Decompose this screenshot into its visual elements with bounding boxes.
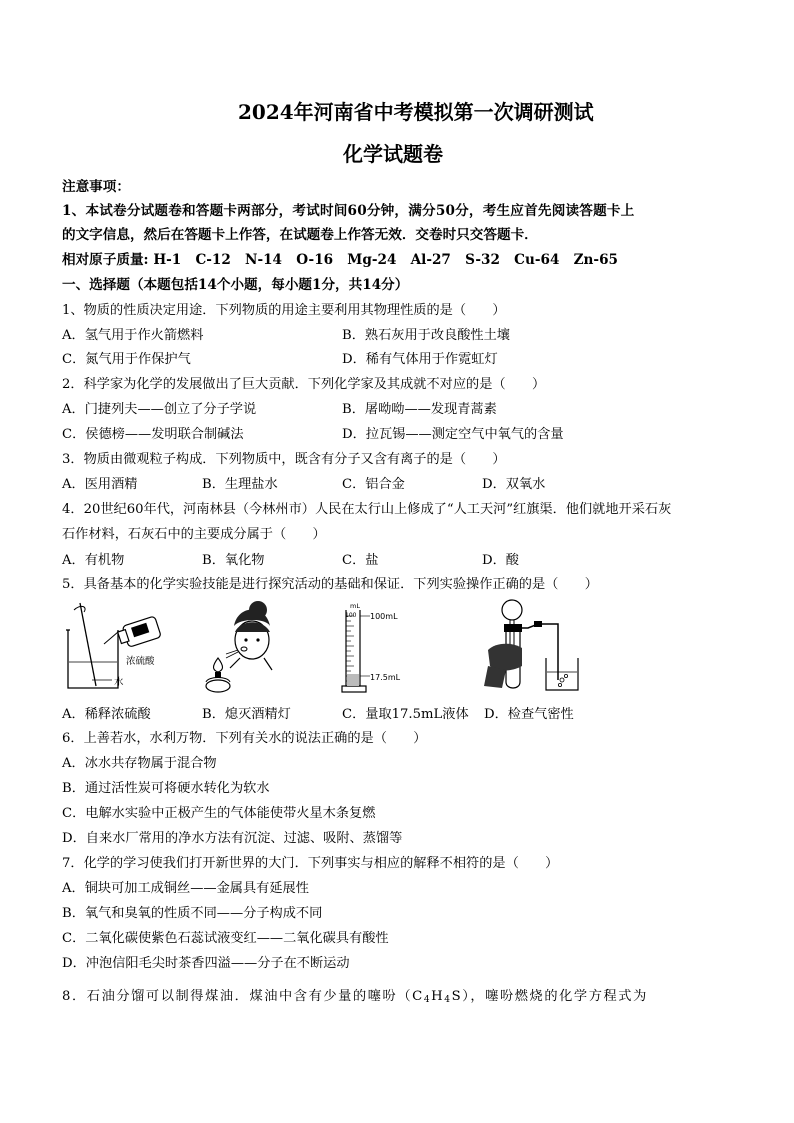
thiophene-formula: $C_4H_4S$: [412, 989, 463, 1005]
q7-option-a: A．铜块可加工成铜丝——金属具有延展性: [62, 881, 309, 896]
q3-option-c: C．铝合金: [342, 477, 405, 492]
q4-option-c: C．盐: [342, 553, 379, 568]
blow-out-lamp-figure: [200, 596, 280, 694]
q2-option-a: A．门捷列夫——创立了分子学说: [62, 402, 257, 417]
q6-stem: 6．上善若水，水利万物．下列有关水的说法正确的是（ ）: [62, 731, 427, 746]
atomic-masses: 相对原子质量: H-1 C-12 N-14 O-16 Mg-24 Al-27 S-32 Cu-64 Zn-65: [62, 252, 618, 268]
q4-option-d: D．酸: [482, 553, 519, 568]
measuring-cylinder-figure: [340, 600, 415, 696]
notice-line-1: 1、本试卷分试题卷和答题卡两部分，考试时间60分钟，满分50分，考生应首先阅读答题卡上: [62, 203, 635, 219]
q4-stem-line-1: 4．20世纪60年代，河南林县（今林州市）人民在太行山上修成了“人工天河”红旗渠．他们就地开采石灰: [62, 502, 672, 517]
page-subtitle: 化学试题卷: [343, 142, 443, 166]
q3-stem: 3．物质由微观粒子构成．下列物质中，既含有分子又含有离子的是（ ）: [62, 452, 506, 467]
q7-option-d: D．冲泡信阳毛尖时茶香四溢——分子在不断运动: [62, 956, 350, 971]
q3-option-d: D．双氧水: [482, 477, 546, 492]
q8-stem-post: ），噻吩燃烧的化学方程式为: [462, 989, 648, 1004]
q2-option-d: D．拉瓦锡——测定空气中氧气的含量: [342, 427, 564, 442]
q1-option-b: B．熟石灰用于改良酸性土壤: [342, 328, 510, 343]
q6-option-d: D．自来水厂常用的净水方法有沉淀、过滤、吸附、蒸馏等: [62, 831, 403, 846]
q5-option-d: D．检查气密性: [484, 707, 574, 722]
q3-option-a: A．医用酒精: [62, 477, 138, 492]
q5-option-c: C．量取17.5mL液体: [342, 707, 469, 722]
cylinder-max: 100: [345, 612, 357, 619]
q1-option-c: C．氮气用于作保护气: [62, 352, 191, 367]
q1-option-d: D．稀有气体用于作霓虹灯: [342, 352, 498, 367]
airtightness-figure: [482, 596, 582, 696]
cylinder-top-label: 100mL: [370, 612, 398, 621]
q6-option-b: B．通过活性炭可将硬水转化为软水: [62, 781, 270, 796]
cylinder-unit: mL: [350, 602, 360, 610]
dilute-acid-figure: [62, 600, 172, 695]
water-label: 水: [114, 677, 124, 688]
q8-stem-pre: 8．石油分馏可以制得煤油．煤油中含有少量的噻吩（: [62, 989, 413, 1004]
page-title: 2024年河南省中考模拟第一次调研测试: [238, 100, 594, 124]
q2-stem: 2．科学家为化学的发展做出了巨大贡献．下列化学家及其成就不对应的是（ ）: [62, 377, 546, 392]
q8-stem: [62, 985, 648, 1005]
q5-stem: 5．具备基本的化学实验技能是进行探究活动的基础和保证．下列实验操作正确的是（ ）: [62, 577, 598, 592]
q4-option-b: B．氧化物: [202, 553, 265, 568]
notice-line-2: 的文字信息，然后在答题卡上作答，在试题卷上作答无效．交卷时只交答题卡．: [62, 227, 538, 243]
q2-option-b: B．屠呦呦——发现青蒿素: [342, 402, 497, 417]
q7-option-c: C．二氧化碳使紫色石蕊试液变红——二氧化碳具有酸性: [62, 931, 389, 946]
q2-option-c: C．侯德榜——发明联合制碱法: [62, 427, 244, 442]
conc-acid-label: 浓硫酸: [126, 656, 155, 667]
q1-stem: 1、物质的性质决定用途．下列物质的用途主要利用其物理性质的是（ ）: [62, 303, 506, 318]
q4-stem-line-2: 石作材料，石灰石中的主要成分属于（ ）: [62, 527, 326, 542]
q4-option-a: A．有机物: [62, 553, 125, 568]
q1-option-a: A．氢气用于作火箭燃料: [62, 328, 204, 343]
q7-option-b: B．氧气和臭氧的性质不同——分子构成不同: [62, 906, 323, 921]
notice-heading: 注意事项：: [62, 179, 130, 195]
q5-option-a: A．稀释浓硫酸: [62, 707, 151, 722]
q5-option-b: B．熄灭酒精灯: [202, 707, 291, 722]
section-1-heading: 一、选择题（本题包括14个小题，每小题1分，共14分）: [62, 277, 409, 293]
q6-option-c: C．电解水实验中正极产生的气体能使带火星木条复燃: [62, 806, 376, 821]
q7-stem: 7．化学的学习使我们打开新世界的大门．下列事实与相应的解释不相符的是（ ）: [62, 856, 559, 871]
q3-option-b: B．生理盐水: [202, 477, 278, 492]
cylinder-bottom-label: 17.5mL: [370, 673, 401, 682]
q6-option-a: A．冰水共存物属于混合物: [62, 756, 217, 771]
